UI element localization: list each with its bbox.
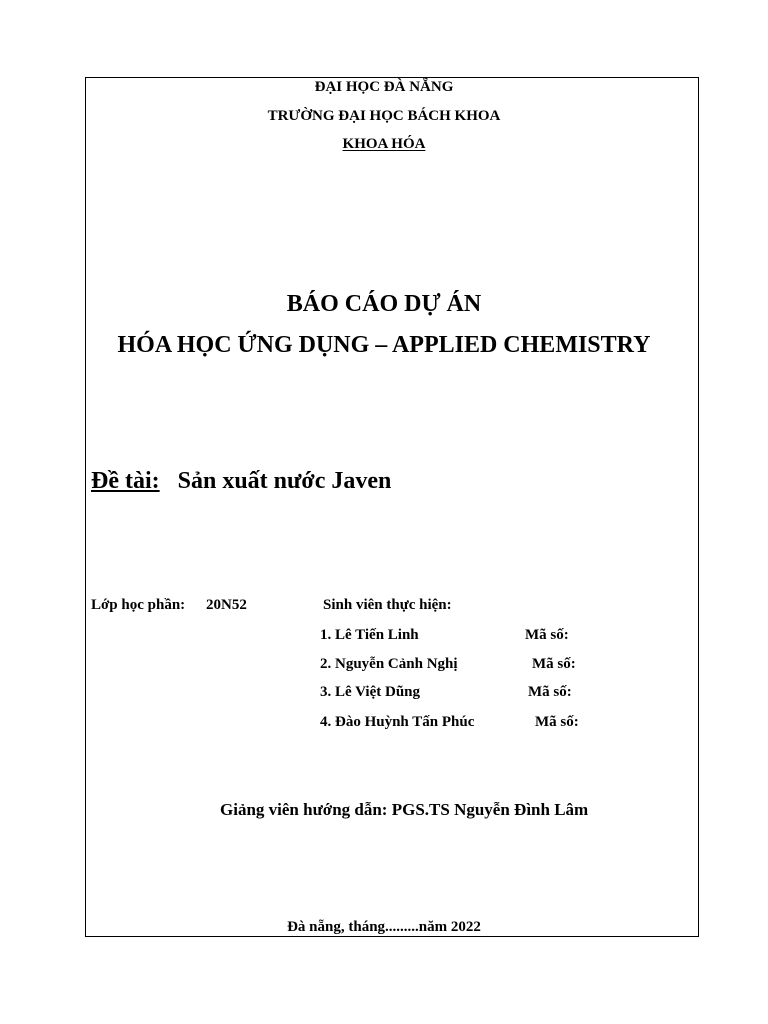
report-subtitle: HÓA HỌC ỨNG DỤNG – APPLIED CHEMISTRY	[117, 332, 651, 358]
report-title: BÁO CÁO DỰ ÁN	[286, 291, 482, 317]
class-value: 20N52	[206, 597, 247, 613]
student-name: 1. Lê Tiến Linh	[320, 627, 419, 643]
student-name: 3. Lê Việt Dũng	[320, 684, 421, 700]
class-label: Lớp học phần:	[91, 597, 186, 613]
topic-label: Đề tài:	[91, 468, 160, 494]
student-name: 2. Nguyễn Cảnh Nghị	[320, 656, 458, 672]
student-id-label: Mã số:	[528, 684, 572, 700]
student-id-label: Mã số:	[525, 627, 569, 643]
students-heading: Sinh viên thực hiện:	[323, 597, 452, 613]
place-date: Đà nẵng, tháng.........năm 2022	[287, 919, 481, 935]
faculty-name: KHOA HÓA	[342, 136, 426, 152]
school-name: TRƯỜNG ĐẠI HỌC BÁCH KHOA	[267, 108, 501, 124]
topic-line	[91, 469, 391, 493]
student-id-label: Mã số:	[532, 656, 576, 672]
topic-value: Sản xuất nước Javen	[177, 468, 392, 494]
student-id-label: Mã số:	[535, 714, 579, 730]
student-name: 4. Đào Huỳnh Tấn Phúc	[320, 714, 475, 730]
instructor-line: Giảng viên hướng dẫn: PGS.TS Nguyễn Đình Lâm	[220, 800, 589, 819]
university-name: ĐẠI HỌC ĐÀ NẴNG	[314, 79, 454, 95]
